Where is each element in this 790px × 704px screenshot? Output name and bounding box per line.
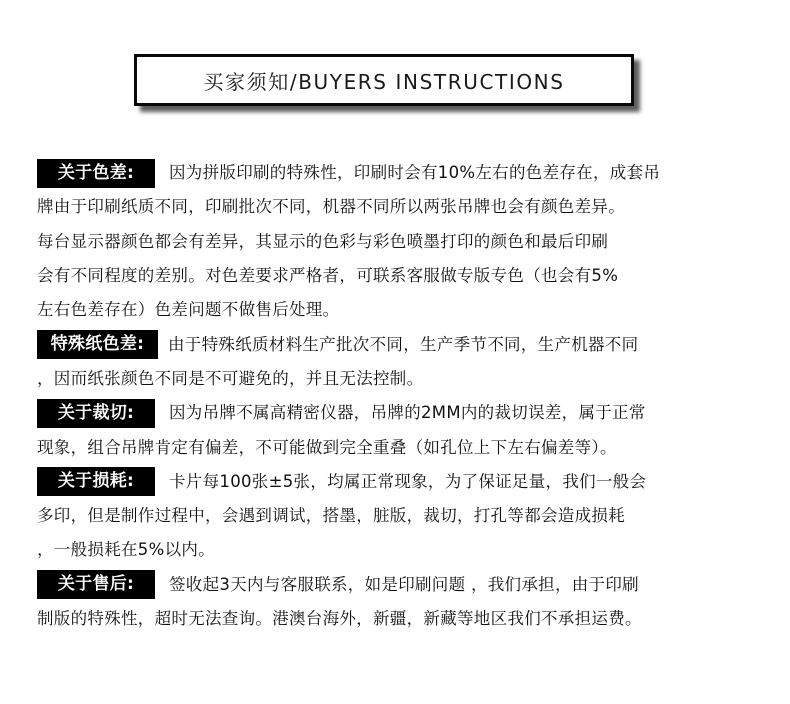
section-text: 卡片每100张±5张，均属正常现象，为了保证足量，我们一般会 xyxy=(169,471,647,491)
section-text: 因为拼版印刷的特殊性，印刷时会有10%左右的色差存在，成套吊 xyxy=(169,163,661,183)
section-line xyxy=(37,225,777,259)
section-line xyxy=(37,430,777,464)
section-line xyxy=(37,259,777,293)
section-label: 关于损耗: xyxy=(37,467,155,496)
section-text: ，一般损耗在5%以内。 xyxy=(37,540,215,560)
section-text: 左右色差存在）色差问题不做售后处理。 xyxy=(37,300,340,320)
section-text: 制版的特殊性，超时无法查询。港澳台海外，新疆，新藏等地区我们不承担运费。 xyxy=(37,609,642,628)
section-text: 每台显示器颜色都会有差异，其显示的色彩与彩色喷墨打印的颜色和最后印刷 xyxy=(37,231,609,251)
section-wastage xyxy=(37,465,777,568)
title-banner xyxy=(134,54,634,106)
section-text: 由于特殊纸质材料生产批次不同，生产季节不同，生产机器不同 xyxy=(168,334,639,354)
instructions-body xyxy=(37,156,777,636)
section-line xyxy=(37,156,777,190)
section-label: 关于售后: xyxy=(37,570,155,599)
section-line xyxy=(37,568,777,602)
section-special-paper xyxy=(37,327,777,396)
section-line xyxy=(37,396,777,430)
section-line xyxy=(37,293,777,327)
section-cutting xyxy=(37,396,777,465)
section-text: 多印，但是制作过程中，会遇到调试，搭墨，脏版，裁切，打孔等都会造成损耗 xyxy=(37,506,625,526)
section-line xyxy=(37,190,777,224)
section-line xyxy=(37,602,777,636)
section-line xyxy=(37,465,777,499)
section-line xyxy=(37,362,777,396)
section-label: 关于色差: xyxy=(37,159,155,188)
section-line xyxy=(37,533,777,567)
section-text: 因为吊牌不属高精密仪器，吊牌的2MM内的裁切误差，属于正常 xyxy=(169,403,646,423)
section-text: 签收起3天内与客服联系，如是印刷问题 ，我们承担，由于印刷 xyxy=(169,574,639,594)
section-text: 牌由于印刷纸质不同，印刷批次不同，机器不同所以两张吊牌也会有颜色差异。 xyxy=(37,197,625,217)
section-label: 关于裁切: xyxy=(37,399,155,428)
section-text: ，因而纸张颜色不同是不可避免的，并且无法控制。 xyxy=(37,368,424,388)
section-line xyxy=(37,327,777,361)
section-line xyxy=(37,499,777,533)
section-text: 会有不同程度的差别。对色差要求严格者，可联系客服做专版专色（也会有5% xyxy=(37,266,619,286)
section-text: 现象，组合吊牌肯定有偏差，不可能做到完全重叠（如孔位上下左右偏差等）。 xyxy=(37,437,617,457)
section-label: 特殊纸色差: xyxy=(37,330,158,359)
section-after-sales xyxy=(37,568,777,637)
section-color-difference xyxy=(37,156,777,327)
page-title: 买家须知/BUYERS INSTRUCTIONS xyxy=(203,69,565,94)
